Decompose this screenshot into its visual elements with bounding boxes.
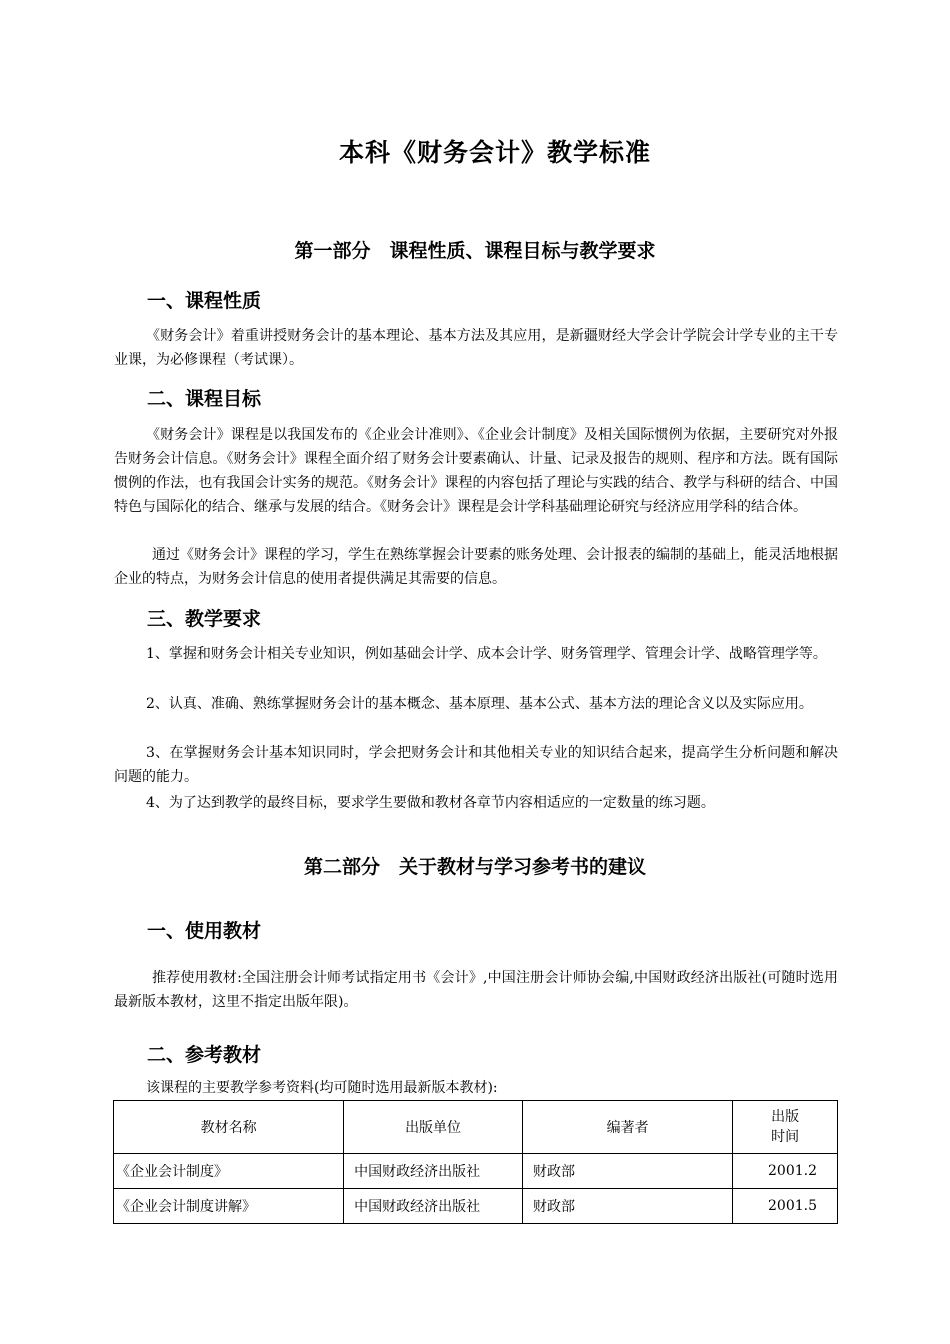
header-publish-time-line1: 出版 <box>771 1109 800 1125</box>
course-nature-paragraph: 《财务会计》着重讲授财务会计的基本理论、基本方法及其应用，是新疆财经大学会计学院会计学专业的主干专业课，为必修课程（考试课）。 <box>114 328 838 368</box>
reference-books-table <box>113 1100 838 1224</box>
section-teaching-requirements-title: 三、教学要求 <box>147 608 262 630</box>
document-title: 本科《财务会计》教学标准 <box>338 138 651 167</box>
cell-publish-time: 2001.2 <box>733 1154 838 1189</box>
section-course-goals-title: 二、课程目标 <box>147 388 262 410</box>
part2-title: 第二部分 关于教材与学习参考书的建议 <box>303 856 646 878</box>
cell-author: 财政部 <box>522 1154 732 1189</box>
requirement-item-3: 3、在掌握财务会计基本知识同时，学会把财务会计和其他相关专业的知识结合起来，提高学生分析问题和解决问题的能力。 <box>114 745 838 785</box>
requirement-item-4: 4、为了达到教学的最终目标，要求学生要做和教材各章节内容相适应的一定数量的练习题。 <box>146 795 715 811</box>
cell-author: 财政部 <box>522 1189 732 1224</box>
table-row <box>114 1189 838 1224</box>
cell-book-name: 《企业会计制度》 <box>114 1154 344 1189</box>
section-textbook-title: 一、使用教材 <box>147 920 262 942</box>
header-book-name: 教材名称 <box>114 1101 344 1154</box>
header-author: 编著者 <box>522 1101 732 1154</box>
section-reference-books-title: 二、参考教材 <box>147 1044 262 1066</box>
part1-title: 第一部分 课程性质、课程目标与教学要求 <box>294 240 656 262</box>
reference-intro: 该课程的主要教学参考资料(均可随时选用最新版本教材): <box>146 1080 498 1096</box>
cell-publish-time: 2001.5 <box>733 1189 838 1224</box>
requirement-item-1: 1、掌握和财务会计相关专业知识，例如基础会计学、成本会计学、财务管理学、管理会计学、战略管理学等。 <box>146 646 827 662</box>
section-course-nature-title: 一、课程性质 <box>147 290 262 312</box>
table-row <box>114 1154 838 1189</box>
cell-publisher: 中国财政经济出版社 <box>344 1189 523 1224</box>
header-publisher: 出版单位 <box>344 1101 523 1154</box>
header-publish-time <box>733 1101 838 1154</box>
cell-book-name: 《企业会计制度讲解》 <box>114 1189 344 1224</box>
table-header-row <box>114 1101 838 1154</box>
course-goals-paragraph-2: 通过《财务会计》课程的学习，学生在熟练掌握会计要素的账务处理、会计报表的编制的基础上，能灵活地根据企业的特点，为财务会计信息的使用者提供满足其需要的信息。 <box>114 547 838 587</box>
header-publish-time-line2: 时间 <box>771 1129 800 1145</box>
cell-publisher: 中国财政经济出版社 <box>344 1154 523 1189</box>
requirement-item-2: 2、认真、准确、熟练掌握财务会计的基本概念、基本原理、基本公式、基本方法的理论含义以及实际应用。 <box>146 696 813 712</box>
textbook-paragraph: 推荐使用教材:全国注册会计师考试指定用书《会计》,中国注册会计师协会编,中国财政经济出版社(可随时选用最新版本教材，这里不指定出版年限)。 <box>114 970 838 1010</box>
course-goals-paragraph-1: 《财务会计》课程是以我国发布的《企业会计准则》、《企业会计制度》及相关国际惯例为依据，主要研究对外报告财务会计信息。《财务会计》课程全面介绍了财务会计要素确认、计量、记录及报告的规则、程序和方法。既有国际惯例的作法，也有我国会计实务的规范。《财务会计》课程的内容包括了理论与实践的结合、教学与科研的结合、中国特色与国际化的结合、继承与发展的结合。《财务会计》课程是会计学科基础理论研究与经济应用学科的结合体。 <box>114 427 838 515</box>
